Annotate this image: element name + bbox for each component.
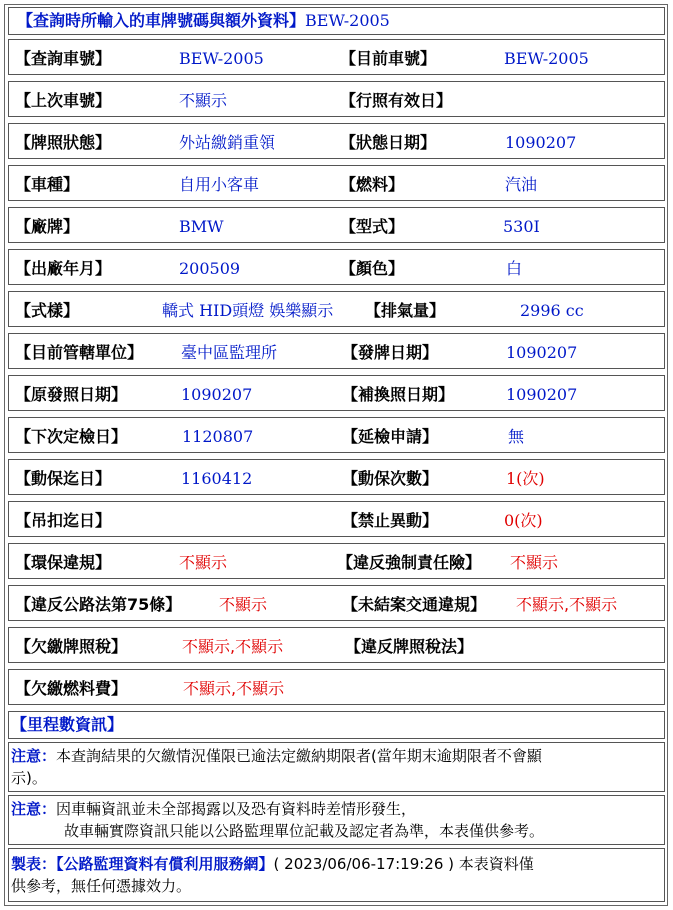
value-plate-issue-date: 1090207 — [506, 343, 578, 362]
value-lien-count: 1(次) — [506, 469, 545, 488]
label-previous-plate: 【上次車號】 — [15, 91, 112, 110]
label-body-style: 【式樣】 — [15, 301, 80, 320]
footer-label: 製表： — [11, 855, 57, 873]
query-header-title: 【查詢時所輸入的車牌號碼與額外資料】BEW-2005 — [17, 11, 390, 30]
footer-source-name: 【公路監理資料有償利用服務網】 — [56, 855, 274, 873]
value-original-license-date: 1090207 — [181, 385, 253, 404]
note-overdue-label: 注意： — [11, 747, 57, 765]
value-unpaid-fuel-fee: 不顯示,不顯示 — [183, 679, 285, 698]
query-header — [8, 7, 665, 35]
label-plate-status: 【牌照狀態】 — [15, 133, 112, 152]
row-highway-act-violation — [8, 585, 665, 621]
row-next-inspection — [8, 417, 665, 453]
value-jurisdiction: 臺中區監理所 — [181, 343, 278, 362]
row-env-violation — [8, 543, 665, 579]
value-highway-act-violation: 不顯示 — [219, 595, 268, 614]
label-displacement: 【排氣量】 — [365, 301, 446, 320]
value-open-traffic-violations: 不顯示,不顯示 — [516, 595, 618, 614]
value-reissue-date: 1090207 — [506, 385, 578, 404]
label-reissue-date: 【補換照日期】 — [342, 385, 455, 404]
note-disclaimer-line1: 因車輛資訊並未全部揭露以及恐有資料時差情形發生， — [56, 800, 417, 818]
footer-source — [8, 848, 665, 902]
label-color: 【顏色】 — [340, 259, 405, 278]
row-manufacture-date — [8, 249, 665, 285]
row-suspension-expiry — [8, 501, 665, 537]
label-license-valid-date: 【行照有效日】 — [340, 91, 453, 110]
value-vehicle-type: 自用小客車 — [179, 175, 260, 194]
label-fuel: 【燃料】 — [340, 175, 405, 194]
note-disclaimer-line2: 故車輛實際資訊只能以公路監理單位記載及認定者為準，本表僅供參考。 — [64, 822, 545, 840]
value-next-inspection: 1120807 — [182, 427, 254, 446]
label-lien-expiry: 【動保迄日】 — [15, 469, 112, 488]
label-status-date: 【狀態日期】 — [340, 133, 437, 152]
label-vehicle-type: 【車種】 — [15, 175, 80, 194]
row-lien-expiry — [8, 459, 665, 495]
note-overdue — [8, 742, 665, 792]
row-previous-plate — [8, 81, 665, 117]
note-disclaimer-label: 注意： — [11, 800, 57, 818]
value-lien-expiry: 1160412 — [181, 469, 253, 488]
value-fuel: 汽油 — [505, 175, 538, 194]
label-transfer-ban: 【禁止異動】 — [342, 511, 439, 530]
value-query-plate: BEW-2005 — [179, 49, 264, 68]
value-displacement: 2996 cc — [520, 301, 584, 320]
value-manufacture-date: 200509 — [179, 259, 241, 278]
label-open-traffic-violations: 【未結案交通違規】 — [342, 595, 487, 614]
label-model: 【型式】 — [340, 217, 405, 236]
value-body-style: 轎式 HID頭燈 娛樂顯示 — [162, 301, 334, 320]
footer-timestamp: ( 2023/06/06-17:19:26 ) 本表資料僅 — [273, 855, 534, 873]
label-suspension-expiry: 【吊扣迄日】 — [15, 511, 112, 530]
row-unpaid-license-tax — [8, 627, 665, 663]
row-brand — [8, 207, 665, 243]
row-original-license-date — [8, 375, 665, 411]
note-overdue-line1: 本查詢結果的欠繳情況僅限已逾法定繳納期限者(當年期末逾期限者不會顯 — [56, 747, 542, 765]
mileage-section — [8, 711, 665, 739]
value-status-date: 1090207 — [505, 133, 577, 152]
value-transfer-ban: 0(次) — [504, 511, 543, 530]
query-header-plate: BEW-2005 — [305, 11, 390, 30]
footer-line2: 供參考，無任何憑據效力。 — [11, 877, 192, 895]
value-model: 530I — [503, 217, 540, 236]
label-inspection-extension: 【延檢申請】 — [342, 427, 439, 446]
value-plate-status: 外站繳銷重領 — [179, 133, 276, 152]
label-unpaid-fuel-fee: 【欠繳燃料費】 — [15, 679, 128, 698]
value-previous-plate: 不顯示 — [179, 91, 228, 110]
label-insurance-violation: 【違反強制責任險】 — [337, 553, 482, 572]
value-env-violation: 不顯示 — [179, 553, 228, 572]
row-plate-status — [8, 123, 665, 159]
label-original-license-date: 【原發照日期】 — [15, 385, 128, 404]
value-unpaid-license-tax: 不顯示,不顯示 — [182, 637, 284, 656]
note-disclaimer — [8, 795, 665, 845]
value-insurance-violation: 不顯示 — [510, 553, 559, 572]
label-license-tax-violation: 【違反牌照稅法】 — [345, 637, 474, 656]
row-query-plate — [8, 39, 665, 75]
row-jurisdiction — [8, 333, 665, 369]
label-brand: 【廠牌】 — [15, 217, 80, 236]
value-inspection-extension: 無 — [508, 427, 525, 446]
label-current-plate: 【目前車號】 — [340, 49, 437, 68]
row-unpaid-fuel-fee — [8, 669, 665, 705]
row-body-style — [8, 291, 665, 327]
label-query-plate: 【查詢車號】 — [15, 49, 112, 68]
mileage-title: 【里程數資訊】 — [11, 715, 124, 734]
label-unpaid-license-tax: 【欠繳牌照稅】 — [15, 637, 128, 656]
label-manufacture-date: 【出廠年月】 — [15, 259, 112, 278]
label-plate-issue-date: 【發牌日期】 — [342, 343, 439, 362]
value-current-plate: BEW-2005 — [504, 49, 589, 68]
label-env-violation: 【環保違規】 — [15, 553, 112, 572]
value-color: 白 — [506, 259, 523, 278]
label-jurisdiction: 【目前管轄單位】 — [15, 343, 144, 362]
label-next-inspection: 【下次定檢日】 — [15, 427, 128, 446]
row-vehicle-type — [8, 165, 665, 201]
value-brand: BMW — [179, 217, 224, 236]
label-highway-act-violation: 【違反公路法第75條】 — [15, 595, 182, 614]
label-lien-count: 【動保次數】 — [342, 469, 439, 488]
note-overdue-line2: 示)。 — [11, 769, 47, 787]
